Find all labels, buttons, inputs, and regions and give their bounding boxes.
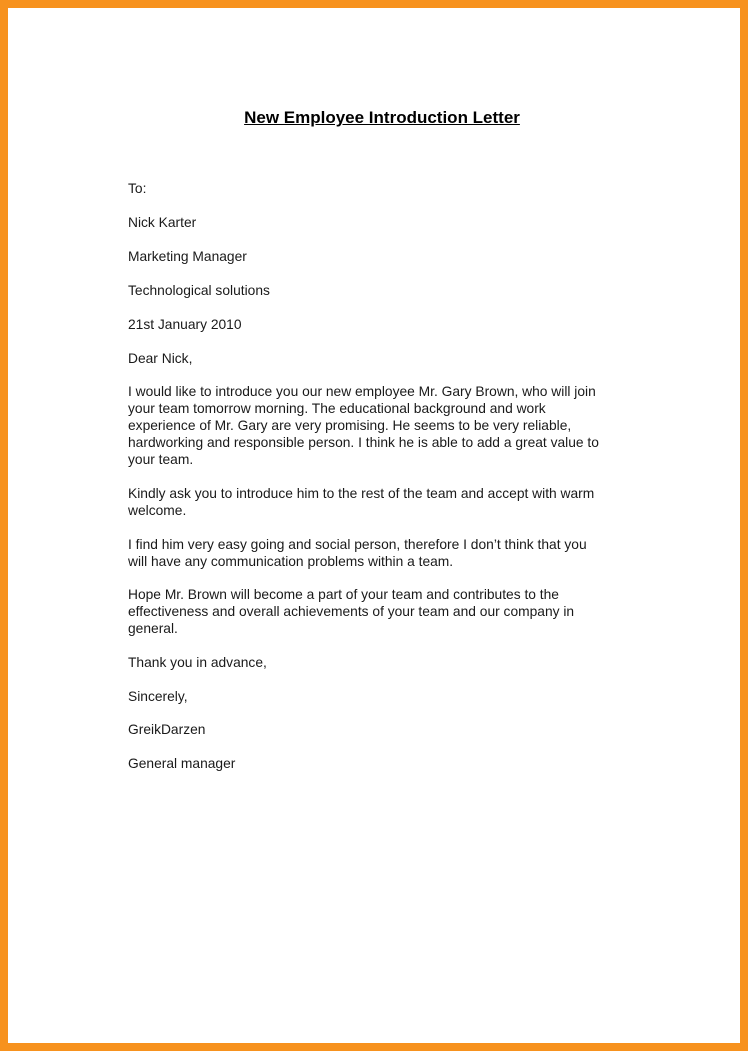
salutation: Dear Nick, [128, 351, 193, 366]
paragraph-line: will have any communication problems within a team. [128, 554, 454, 569]
paragraph-line: general. [128, 621, 178, 636]
paragraph-line: hardworking and responsible person. I think he is able to add a great value to [128, 435, 599, 450]
recipient-name: Nick Karter [128, 215, 197, 230]
paragraph-line: welcome. [128, 503, 187, 518]
paragraph-line: I find him very easy going and social person, therefore I don’t think that you [128, 537, 587, 552]
letter-date: 21st January 2010 [128, 317, 242, 332]
to-label: To: [128, 181, 147, 196]
paragraph-line: Hope Mr. Brown will become a part of your team and contributes to the [128, 587, 559, 602]
sign-off: Sincerely, [128, 689, 188, 704]
signer-name: GreikDarzen [128, 722, 206, 737]
paragraph-line: experience of Mr. Gary are very promising. He seems to be very reliable, [128, 418, 572, 433]
paragraph-line: I would like to introduce you our new employee Mr. Gary Brown, who will join [128, 384, 596, 399]
signer-title: General manager [128, 756, 236, 771]
paragraph-hope [128, 586, 648, 637]
recipient-company: Technological solutions [128, 283, 270, 298]
recipient-position: Marketing Manager [128, 249, 247, 264]
paragraph-line: your team. [128, 452, 194, 467]
paragraph-line: Kindly ask you to introduce him to the rest of the team and accept with warm [128, 486, 595, 501]
paragraph-line: effectiveness and overall achievements of your team and our company in [128, 604, 575, 619]
letter-title: New Employee Introduction Letter [244, 108, 520, 127]
paragraph-line: your team tomorrow morning. The educational background and work [128, 401, 546, 416]
closing-thanks: Thank you in advance, [128, 655, 267, 670]
paragraph-request [128, 485, 648, 519]
paragraph-introduction [128, 383, 648, 468]
paragraph-assessment [128, 536, 648, 570]
